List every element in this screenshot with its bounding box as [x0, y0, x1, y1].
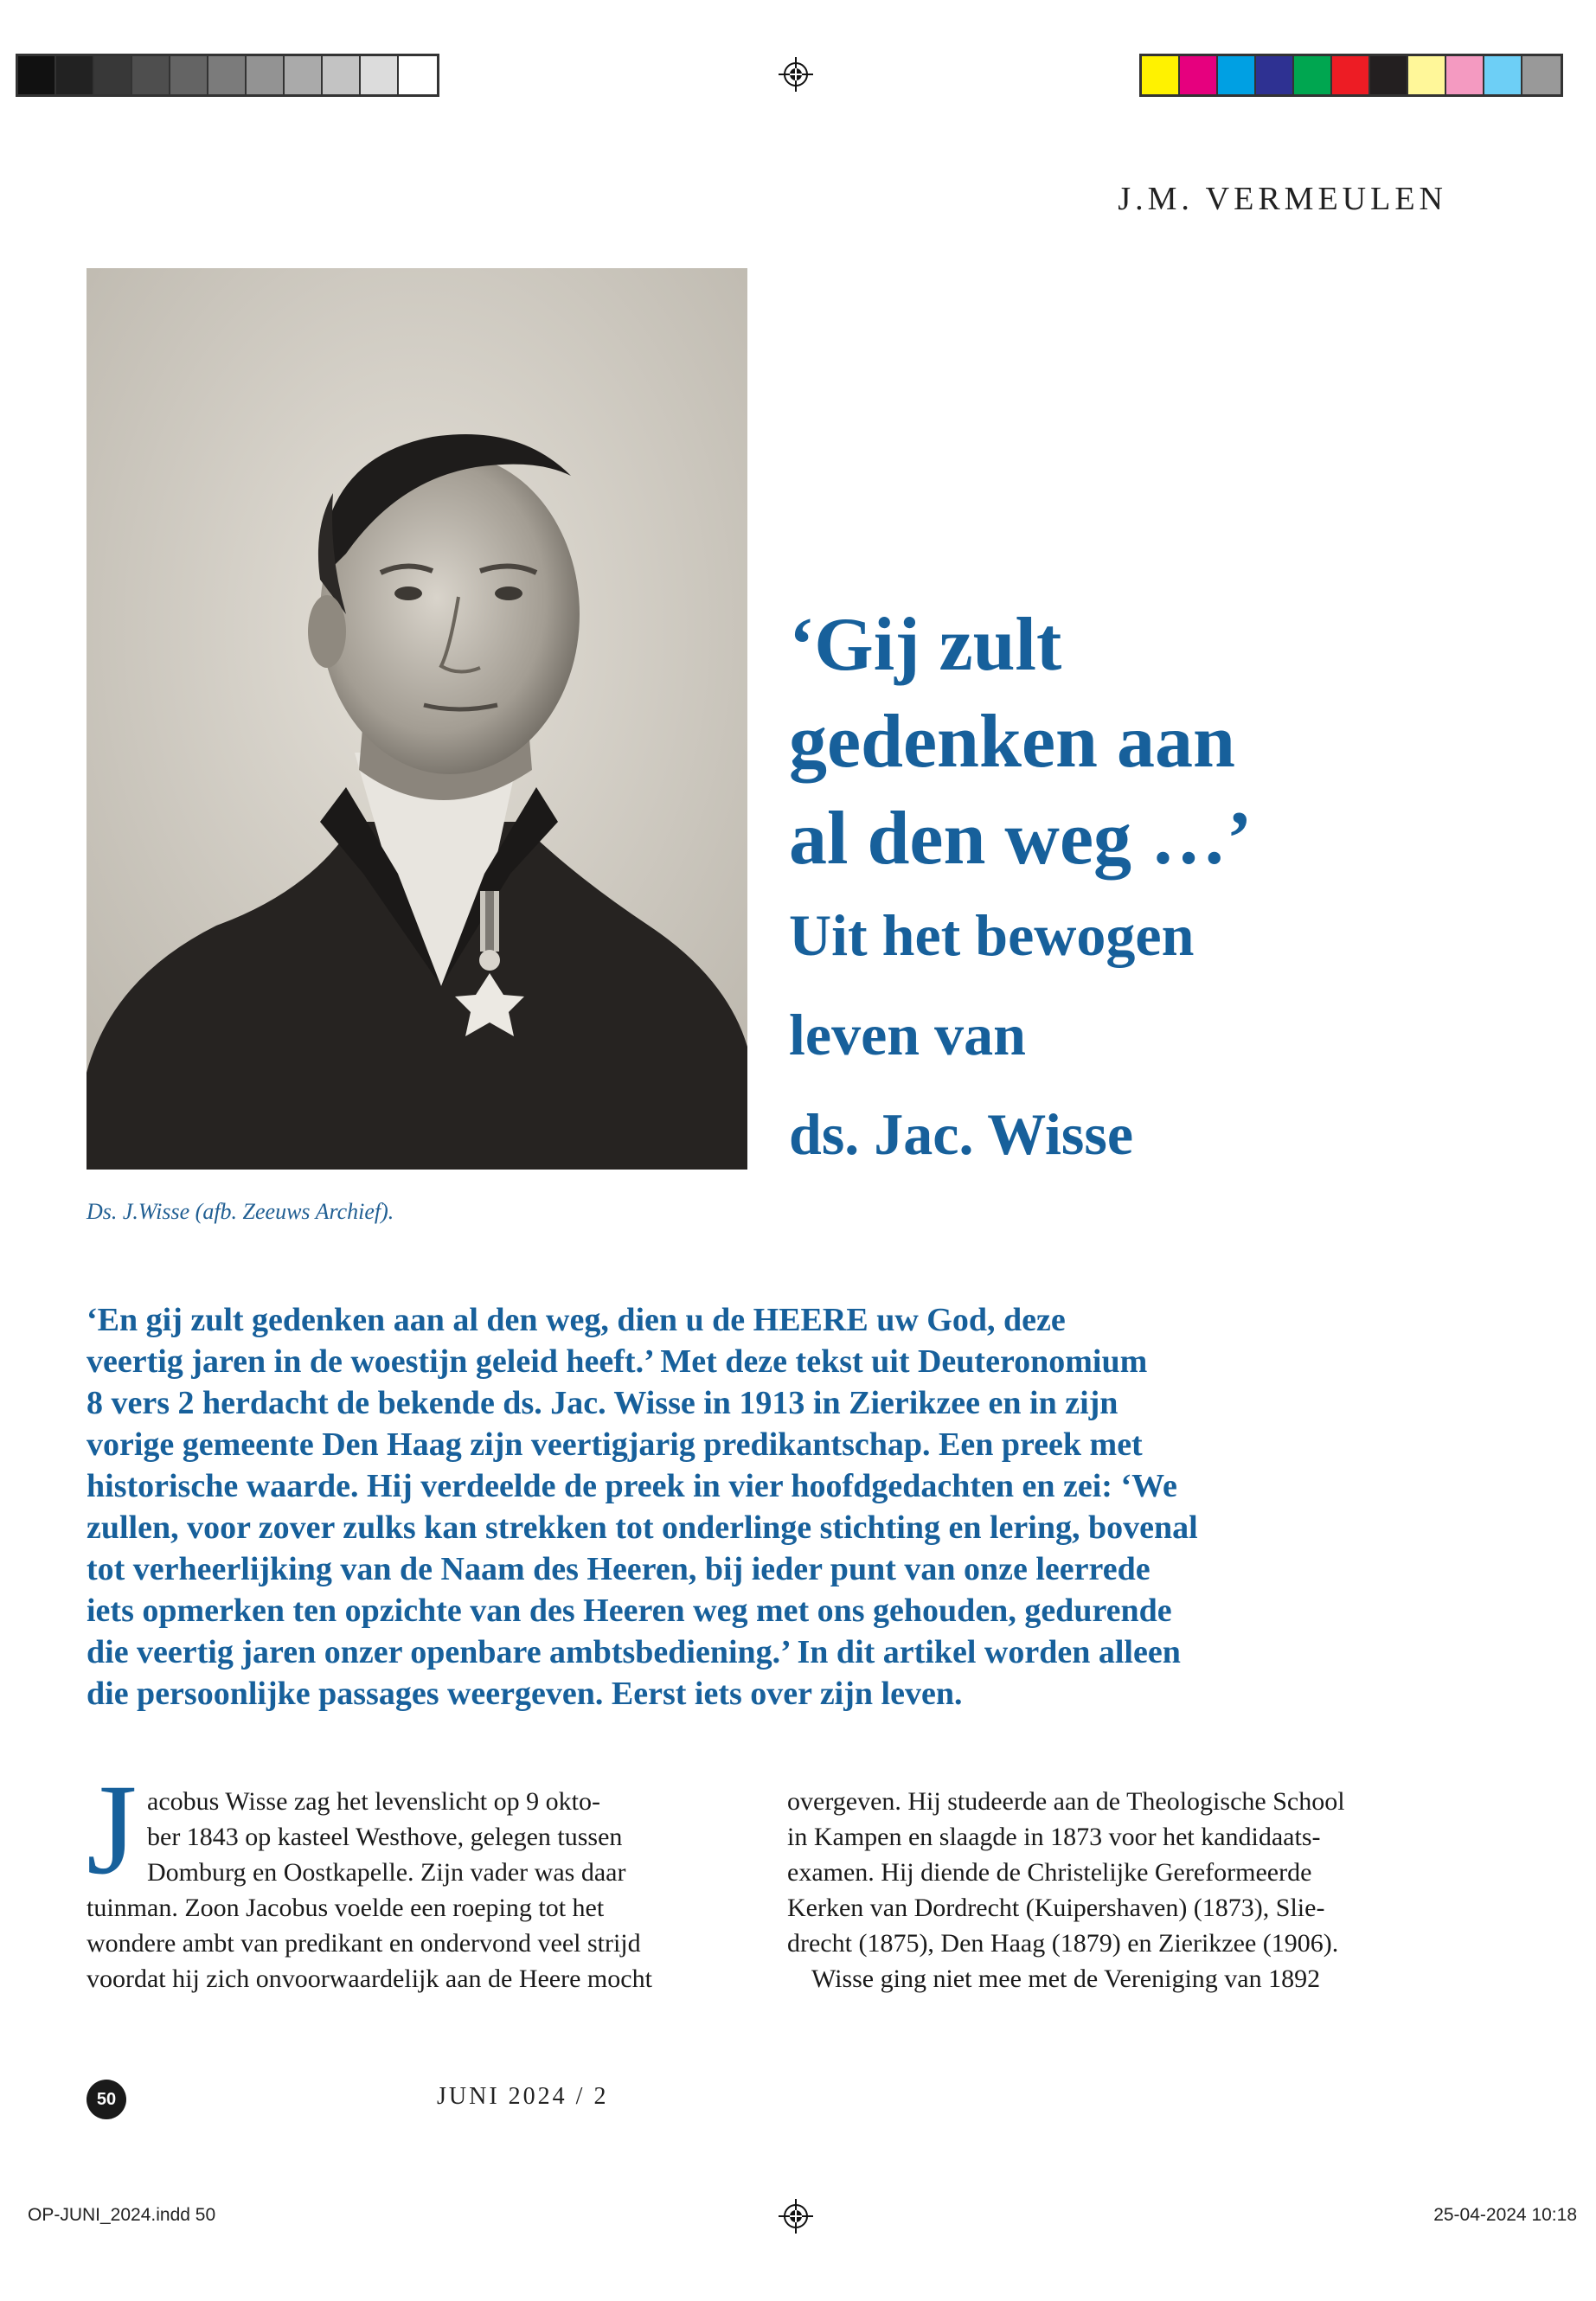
- gray-swatch: [361, 56, 399, 94]
- color-swatch: [1408, 56, 1446, 94]
- gray-swatch: [285, 56, 323, 94]
- lead-line: veertig jaren in de woestijn geleid heeft.’ Met deze tekst uit Deuteronomium: [87, 1343, 1148, 1380]
- body-line: overgeven. Hij studeerde aan de Theologische School: [787, 1787, 1345, 1816]
- color-swatch: [1256, 56, 1294, 94]
- color-swatch: [1484, 56, 1522, 94]
- lead-line: vorige gemeente Den Haag zijn veertigjarig predikantschap. Een preek met: [87, 1426, 1143, 1463]
- gray-swatch: [399, 56, 437, 94]
- grayscale-calibration-strip: [16, 54, 439, 97]
- gray-swatch: [323, 56, 361, 94]
- print-slug-date: 25-04-2024 10:18: [1433, 2205, 1577, 2225]
- body-line: Domburg en Oostkapelle. Zijn vader was daar: [147, 1858, 626, 1887]
- drop-cap: J: [87, 1758, 138, 1901]
- gray-swatch: [56, 56, 94, 94]
- color-swatch: [1332, 56, 1370, 94]
- gray-swatch: [170, 56, 208, 94]
- lead-line: 8 vers 2 herdacht de bekende ds. Jac. Wisse in 1913 in Zierikzee en in zijn: [87, 1385, 1118, 1421]
- color-swatch: [1294, 56, 1332, 94]
- lead-line: ‘En gij zult gedenken aan al den weg, dien u de HEERE uw God, deze: [87, 1302, 1066, 1338]
- page-number-badge: 50: [87, 2080, 126, 2119]
- subtitle-line: leven van: [789, 1002, 1026, 1067]
- color-swatch: [1446, 56, 1484, 94]
- article-title-block: [789, 597, 1567, 1184]
- body-line: examen. Hij diende de Christelijke Gereformeerde: [787, 1858, 1312, 1887]
- color-swatch: [1522, 56, 1561, 94]
- body-line: wondere ambt van predikant en ondervond veel strijd: [87, 1929, 641, 1958]
- photo-caption: Ds. J.Wisse (afb. Zeeuws Archief).: [87, 1199, 394, 1224]
- lead-line: die persoonlijke passages weergeven. Eerst iets over zijn leven.: [87, 1676, 963, 1712]
- lead-line: iets opmerken ten opzichte van des Heeren weg met ons gehouden, gedurende: [87, 1593, 1172, 1629]
- body-line: in Kampen en slaagde in 1873 voor het kandidaats-: [787, 1823, 1321, 1851]
- article-title: [789, 597, 1567, 888]
- print-slug-file: OP-JUNI_2024.indd 50: [28, 2205, 216, 2225]
- portrait-photo: [87, 268, 747, 1170]
- body-line: ber 1843 op kasteel Westhove, gelegen tussen: [147, 1823, 623, 1851]
- article-subtitle: [789, 886, 1567, 1184]
- title-line: ‘Gij zult: [789, 603, 1062, 687]
- gray-swatch: [247, 56, 285, 94]
- color-calibration-strip: [1139, 54, 1563, 97]
- registration-mark-icon: [779, 57, 813, 92]
- color-swatch: [1142, 56, 1180, 94]
- gray-swatch: [94, 56, 132, 94]
- body-column-right: [787, 1784, 1453, 1997]
- lead-line: historische waarde. Hij verdeelde de preek in vier hoofdgedachten en zei: ‘We: [87, 1468, 1177, 1504]
- subtitle-line: Uit het bewogen: [789, 902, 1195, 968]
- color-swatch: [1180, 56, 1218, 94]
- gray-swatch: [208, 56, 247, 94]
- gray-swatch: [18, 56, 56, 94]
- title-line: al den weg …’: [789, 797, 1253, 881]
- color-swatch: [1218, 56, 1256, 94]
- gray-swatch: [132, 56, 170, 94]
- article-author: J.M. VERMEULEN: [1118, 181, 1447, 217]
- article-lead-paragraph: [87, 1299, 1488, 1715]
- body-column-left: [87, 1784, 753, 1997]
- issue-label: JUNI 2024 / 2: [437, 2083, 609, 2110]
- body-line: tuinman. Zoon Jacobus voelde een roeping tot het: [87, 1894, 605, 1922]
- subtitle-line: ds. Jac. Wisse: [789, 1101, 1134, 1167]
- body-line: voordat hij zich onvoorwaardelijk aan de Heere mocht: [87, 1965, 652, 1993]
- body-line: acobus Wisse zag het levenslicht op 9 okto-: [147, 1787, 600, 1816]
- registration-mark-icon: [779, 2199, 813, 2234]
- color-swatch: [1370, 56, 1408, 94]
- title-line: gedenken aan: [789, 700, 1235, 784]
- lead-line: zullen, voor zover zulks kan strekken tot onderlinge stichting en lering, bovenal: [87, 1509, 1198, 1546]
- body-line: Kerken van Dordrecht (Kuipershaven) (1873), Slie-: [787, 1894, 1325, 1922]
- lead-line: tot verheerlijking van de Naam des Heeren, bij ieder punt van onze leerrede: [87, 1551, 1151, 1587]
- body-line: Wisse ging niet mee met de Vereniging van 1892: [811, 1965, 1321, 1993]
- lead-line: die veertig jaren onzer openbare ambtsbediening.’ In dit artikel worden alleen: [87, 1634, 1181, 1670]
- body-line: drecht (1875), Den Haag (1879) en Zierikzee (1906).: [787, 1929, 1339, 1958]
